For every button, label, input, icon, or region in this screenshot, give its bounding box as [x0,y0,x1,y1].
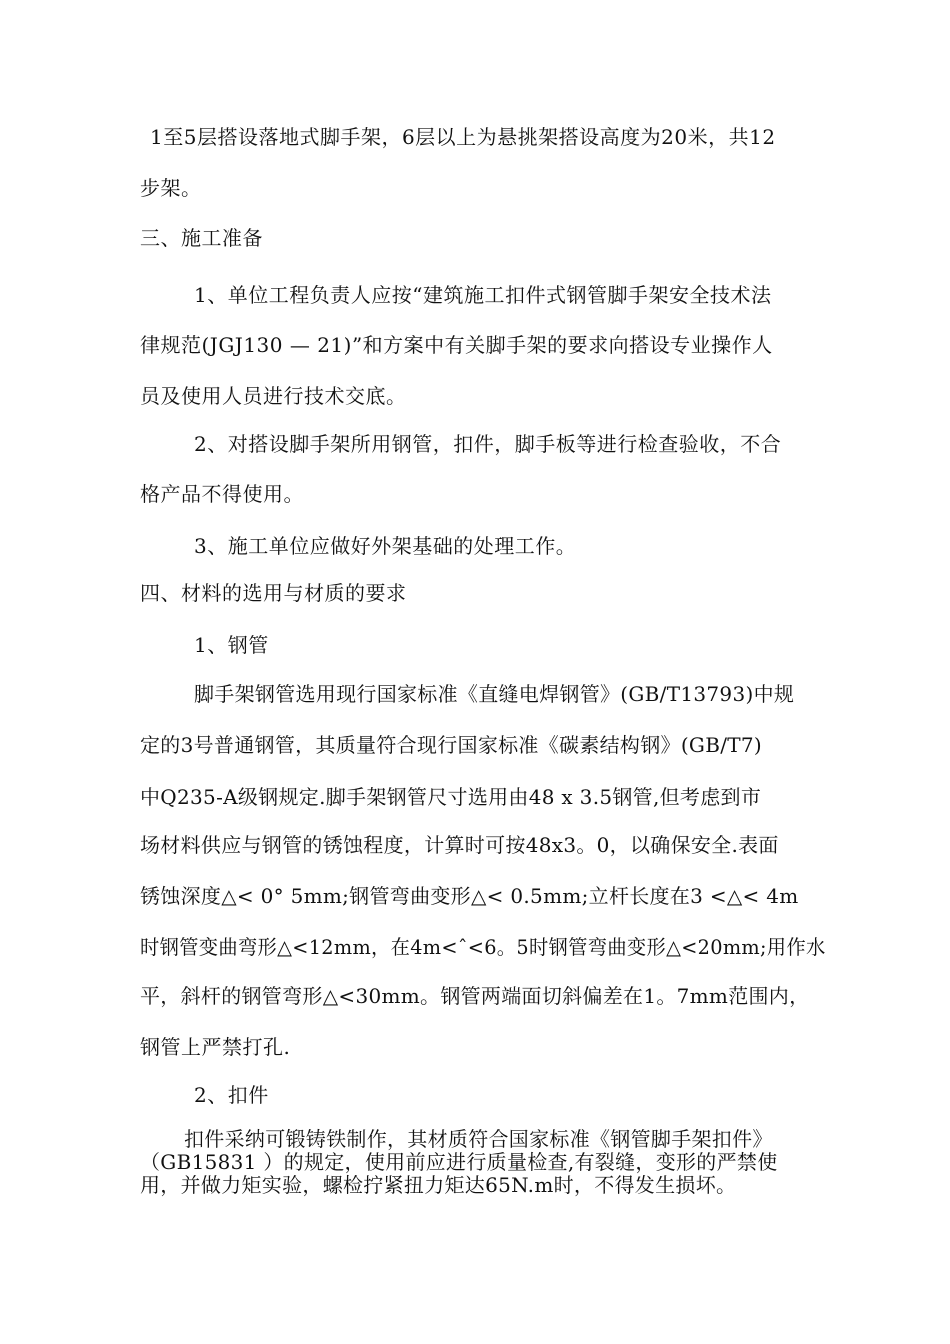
paragraph-line: 锈蚀深度△< 0° 5mm;钢管弯曲变形△< 0.5mm;立杆长度在3 <△< 4m [140,884,799,908]
paragraph-line: 时钢管变曲弯形△<12mm，在4m<ˆ<6。5时钢管弯曲变形△<20mm;用作水 [140,935,826,959]
paragraph-line: 步架。 [140,176,202,200]
paragraph-line: 中Q235-A级钢规定.脚手架钢管尺寸选用由48 x 3.5钢管,但考虑到市 [140,785,762,809]
paragraph-line: 用，并做力矩实验，螺检拧紧扭力矩达65N.m时，不得发生损坏。 [140,1173,737,1197]
paragraph-line: 1至5层搭设落地式脚手架，6层以上为悬挑架搭设高度为20米，共12 [150,125,776,149]
paragraph-line: 2、对搭设脚手架所用钢管，扣件，脚手板等进行检查验收，不合 [194,432,782,456]
paragraph-line: 员及使用人员进行技术交底。 [140,384,407,408]
paragraph-line: 平，斜杆的钢管弯形△<30mm。钢管两端面切斜偏差在1。7mm范围内， [140,984,810,1008]
section-heading: 三、施工准备 [140,226,263,250]
paragraph-line: 脚手架钢管选用现行国家标准《直缝电焊钢管》(GB/T13793)中规 [194,682,795,706]
paragraph-line: 扣件采纳可锻铸铁制作，其材质符合国家标准《钢管脚手架扣件》 [184,1127,773,1151]
paragraph-line: 律规范(JGJ130 — 21)”和方案中有关脚手架的要求向搭设专业操作人 [140,333,773,357]
paragraph-line: 3、施工单位应做好外架基础的处理工作。 [194,534,577,558]
paragraph-line: 1、单位工程负责人应按“建筑施工扣件式钢管脚手架安全技术法 [194,283,772,307]
paragraph-line: 场材料供应与钢管的锈蚀程度，计算时可按48x3。0，以确保安全.表面 [140,833,779,857]
paragraph-line: （GB15831 ）的规定，使用前应进行质量检查,有裂缝，变形的严禁使 [140,1150,778,1174]
paragraph-line: 定的3号普通钢管，其质量符合现行国家标准《碳素结构钢》(GB/T7) [140,733,763,757]
subsection-heading: 2、扣件 [194,1083,269,1107]
paragraph-line: 格产品不得使用。 [140,482,304,506]
paragraph-line: 钢管上严禁打孔. [140,1035,291,1059]
subsection-heading: 1、钢管 [194,633,269,657]
section-heading: 四、材料的选用与材质的要求 [140,581,407,605]
